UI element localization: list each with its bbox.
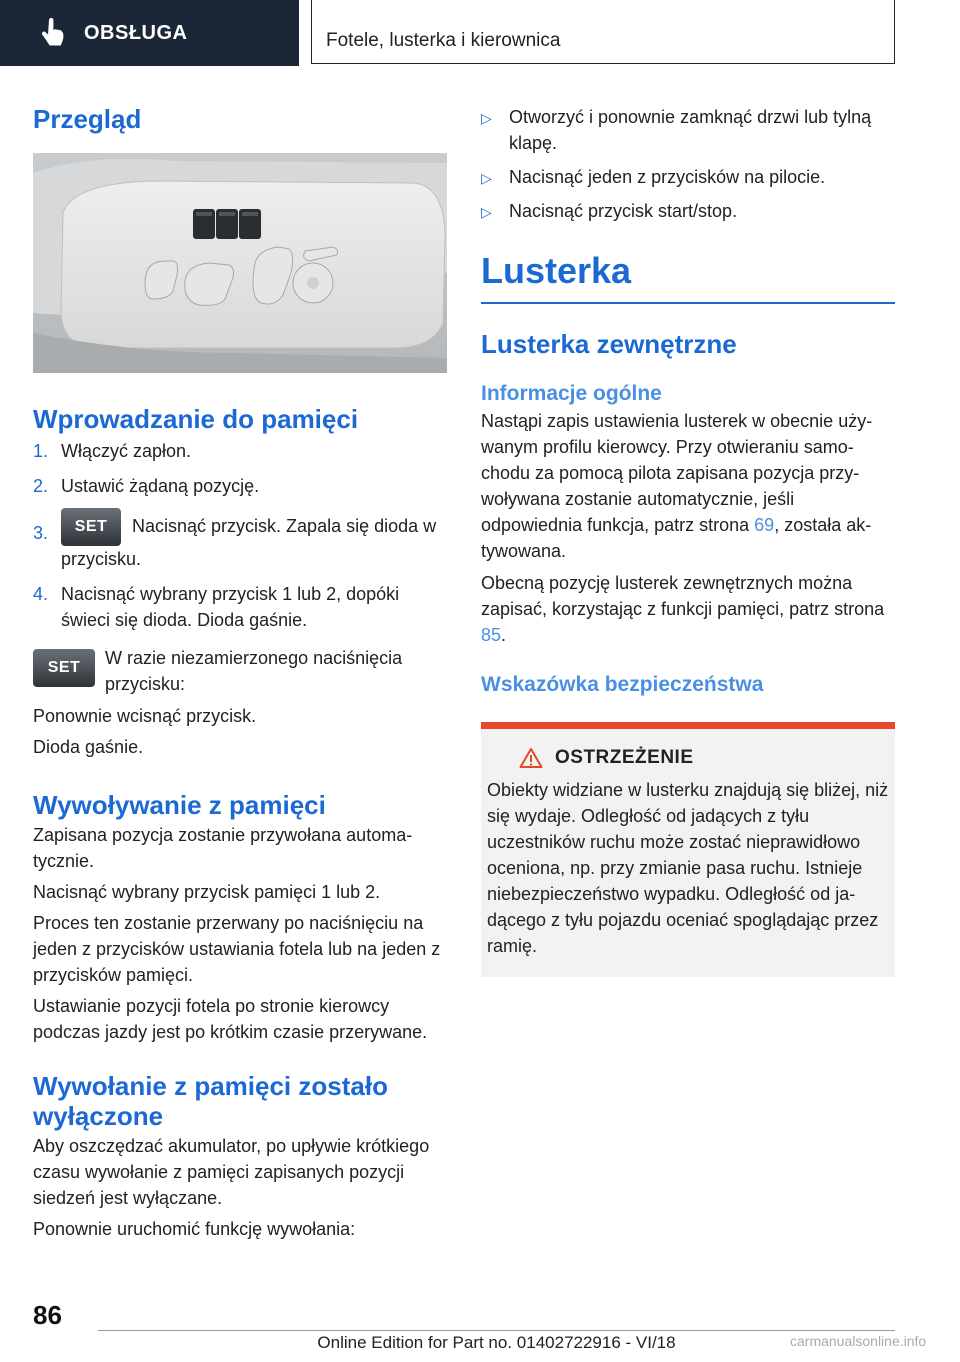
item-text: Nacisnąć jeden z przycisków na pilocie.: [509, 167, 826, 187]
list-item: [481, 164, 895, 190]
safety-heading: Wskazówka bezpieczeństwa: [481, 673, 764, 696]
triangle-bullet-icon: ▷: [481, 170, 492, 186]
store-heading: Wprowadzanie do pamięci: [33, 404, 359, 434]
step-text: Włączyć zapłon.: [61, 441, 192, 461]
general-paragraph: Nastąpi zapis ustawienia lusterek w obecnie używanym profilu kierowcy. Przy otwieraniu samochodu za pomocą pilota zapisana pozycja przywoływana zostanie automatycznie, jeśli odpowiednia funkcja, patrz strona 69, została aktywowana.: [481, 411, 873, 561]
triangle-bullet-icon: ▷: [481, 110, 492, 126]
general-info-heading: Informacje ogólne: [481, 382, 662, 405]
recall-heading: Wywoływanie z pamięci: [33, 790, 326, 820]
reactivate-list: [481, 104, 895, 224]
item-text: Nacisnąć przycisk start/stop.: [509, 201, 738, 221]
step-text: Nacisnąć wybrany przycisk 1 lub 2, dopóki świeci się dioda. Dioda gaśnie.: [61, 584, 400, 630]
mirrors-heading: Lusterka: [481, 250, 632, 291]
set-button-icon: SET: [33, 649, 95, 687]
list-item: [481, 104, 895, 156]
heading-rule: [481, 302, 895, 304]
item-text: Otworzyć i ponownie zamknąć drzwi lub tylną klapę.: [509, 107, 872, 153]
list-item: [33, 438, 447, 464]
topic-label: Fotele, lusterka i kierownica: [326, 30, 561, 51]
watermark: carmanualsonline.info: [790, 1333, 927, 1349]
disabled-paragraph: Aby oszczędzać akumulator, po upływie krótkiego czasu wywołanie z pamięci zapisanych pozycji siedzeń jest wyłączane.: [33, 1136, 430, 1208]
step-number: 3.: [33, 523, 49, 543]
topic-tab: [311, 0, 895, 64]
warning-header: [519, 747, 889, 769]
disabled-heading: Wywołanie z pamięci zostało wyłączone: [33, 1071, 388, 1131]
right-column: [481, 100, 895, 977]
recall-paragraph: Ustawianie pozycji fotela po stronie kierowcy podczas jazdy jest po krótkim czasie przerywane.: [33, 996, 428, 1042]
set-button-icon: SET: [61, 508, 121, 546]
step-text: Nacisnąć przycisk. Zapala się dioda w przycisku.: [61, 515, 437, 569]
step-text: Ustawić żądaną pozycję.: [61, 476, 260, 496]
list-item: [33, 581, 447, 633]
recall-paragraph: Proces ten zostanie przerwany po naciśnięciu na jeden z przycisków ustawiania fotela lub na jeden z przycisków pamięci.: [33, 913, 441, 985]
warning-box: [481, 722, 895, 977]
step-number: 1.: [33, 441, 49, 461]
section-label: OBSŁUGA: [84, 21, 188, 44]
list-item: [33, 508, 447, 572]
step-number: 2.: [33, 476, 49, 496]
left-column: [33, 100, 447, 1242]
store-steps: [33, 438, 447, 633]
warning-triangle-icon: [519, 747, 543, 769]
disabled-paragraph: Ponownie uruchomić funkcję wywołania:: [33, 1219, 356, 1239]
list-item: [33, 473, 447, 499]
footer-rule: [98, 1330, 895, 1331]
warning-label: OSTRZEŻENIE: [555, 747, 694, 768]
seat-memory-buttons-photo: [33, 153, 447, 373]
triangle-bullet-icon: ▷: [481, 204, 492, 220]
accidental-text: W razie niezamierzonego naciśnięcia przycisku:: [105, 648, 403, 694]
recall-paragraph: Nacisnąć wybrany przycisk pamięci 1 lub 2.: [33, 882, 381, 902]
general-paragraph: Obecną pozycję lusterek zewnętrznych można zapisać, korzystając z funkcji pamięci, patrz strona 85.: [481, 573, 885, 645]
led-off-text: Dioda gaśnie.: [33, 737, 144, 757]
list-item: [481, 198, 895, 224]
step-number: 4.: [33, 584, 49, 604]
edition-text: Online Edition for Part no. 01402722916 - VI/18: [317, 1333, 676, 1352]
press-again-text: Ponownie wcisnąć przycisk.: [33, 706, 257, 726]
page-link[interactable]: 69: [754, 515, 775, 535]
accidental-note: [33, 645, 447, 697]
page-number: 86: [33, 1300, 62, 1330]
warning-text: Obiekty widziane w lusterku znajdują się bliżej, niż się wydaje. Odległość od jadących z tyłu uczestników ruchu może zostać nieprawidłowo oceniona, np. przy zmianie pasa ruchu. Istnieje niebezpieczeństwo wypadku. Odległość od jadącego z tyłu pojazdu oceniać spoglądając przez ramię.: [487, 780, 889, 956]
recall-paragraph: Zapisana pozycja zostanie przywołana automatycznie.: [33, 825, 413, 871]
section-tab: [0, 0, 299, 66]
hand-touch-icon: [40, 18, 66, 48]
external-mirrors-heading: Lusterka zewnętrzne: [481, 329, 737, 359]
page-link[interactable]: 85: [481, 625, 502, 645]
overview-heading: Przegląd: [33, 104, 142, 134]
